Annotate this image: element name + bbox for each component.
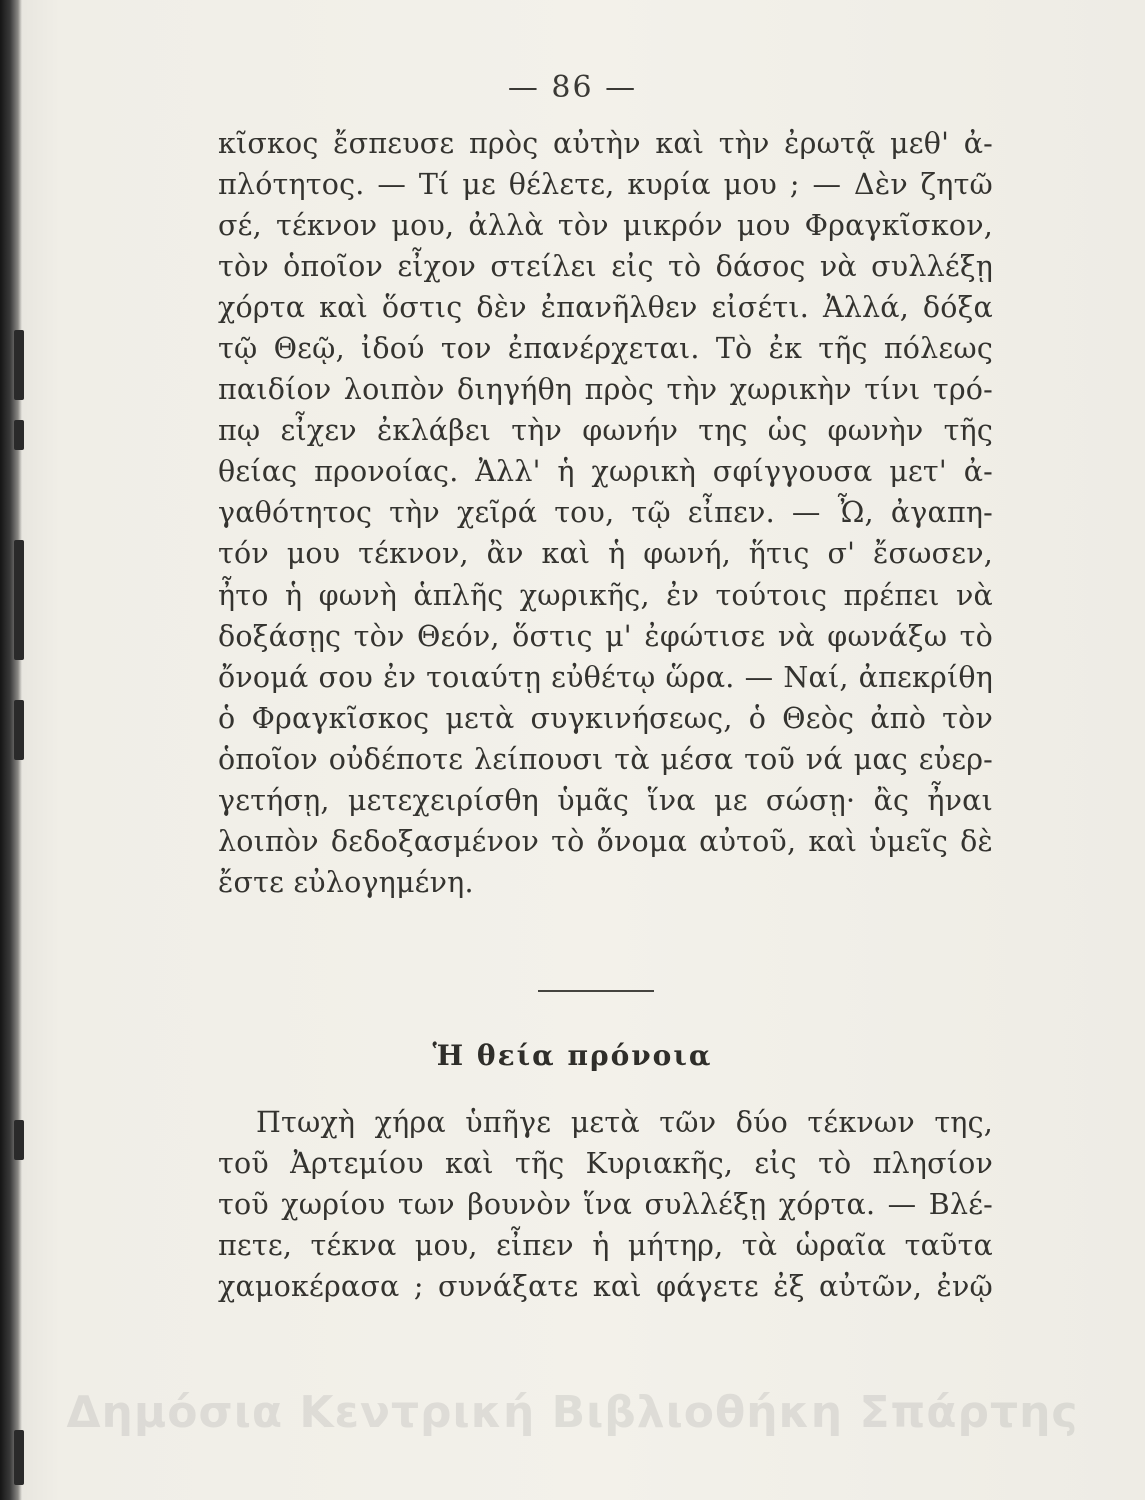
text-line: σέ, τέκνον μου, ἀλλὰ τὸν μικρόν μου Φραγκῖσκον, — [218, 209, 993, 243]
text-line: κῖσκος ἔσπευσε πρὸς αὐτὴν καὶ τὴν ἐρωτᾷ μεθ' ἀ- — [218, 127, 993, 160]
text-line: Πτωχὴ χήρα ὑπῆγε μετὰ τῶν δύο τέκνων της, — [256, 1106, 993, 1139]
text-line: ὁποῖον οὐδέποτε λείπουσι τὰ μέσα τοῦ νά μας εὐερ- — [218, 742, 993, 776]
text-line: ὁ Φραγκῖσκος μετὰ συγκινήσεως, ὁ Θεὸς ἀπὸ τὸν — [218, 701, 993, 735]
text-line: λοιπὸν δεδοξασμένον τὸ ὄνομα αὐτοῦ, καὶ ὑμεῖς δὲ — [218, 824, 993, 858]
text-line: ἦτο ἡ φωνὴ ἁπλῆς χωρικῆς, ἐν τούτοις πρέπει νὰ — [218, 578, 993, 612]
text-line: δοξάσῃς τὸν Θεόν, ὅστις μ' ἐφώτισε νὰ φωνάξω τὸ — [218, 619, 993, 653]
text-line: πῳ εἶχεν ἐκλάβει τὴν φωνήν της ὡς φωνὴν τῆς — [218, 414, 993, 448]
text-line: τοῦ Ἀρτεμίου καὶ τῆς Κυριακῆς, εἰς τὸ πλησίον — [218, 1147, 993, 1181]
page-number: — 86 — — [507, 70, 638, 105]
text-line: πετε, τέκνα μου, εἶπεν ἡ μήτηρ, τὰ ὡραῖα ταῦτα — [218, 1229, 993, 1263]
text-line: θείας προνοίας. Ἀλλ' ἡ χωρικὴ σφίγγουσα μετ' ἀ- — [218, 455, 993, 489]
library-watermark: Δημόσια Κεντρική Βιβλιοθήκη Σπάρτης — [66, 1387, 1079, 1438]
section-divider — [538, 990, 654, 992]
paragraph-1 — [218, 123, 993, 903]
text-line: τόν μου τέκνον, ἂν καὶ ἡ φωνή, ἥτις σ' ἔσωσεν, — [218, 537, 993, 571]
text-line: ἔστε εὐλογημένη. — [218, 865, 474, 899]
text-line: γετήσῃ, μετεχειρίσθη ὑμᾶς ἵνα με σώσῃ· ἂς ἦναι — [218, 783, 993, 817]
section-heading: Ἡ θεία πρόνοια — [432, 1039, 713, 1072]
text-line: παιδίον λοιπὸν διηγήθη πρὸς τὴν χωρικὴν τίνι τρό- — [218, 373, 993, 407]
binding-marks — [14, 0, 28, 1500]
text-line: τὸν ὁποῖον εἶχον στείλει εἰς τὸ δάσος νὰ συλλέξῃ — [218, 250, 993, 284]
text-line: τοῦ χωρίου των βουνὸν ἵνα συλλέξῃ χόρτα. — Βλέ- — [218, 1188, 993, 1222]
text-line: χόρτα καὶ ὅστις δὲν ἐπανῆλθεν εἰσέτι. Ἀλλά, δόξα — [218, 291, 993, 325]
text-line: τῷ Θεῷ, ἰδού τον ἐπανέρχεται. Τὸ ἐκ τῆς πόλεως — [218, 332, 993, 366]
text-line: γαθότητος τὴν χεῖρά του, τῷ εἶπεν. — Ὦ, ἀγαπη- — [218, 496, 993, 530]
text-line: πλότητος. — Τί με θέλετε, κυρία μου ; — Δὲν ζητῶ — [218, 168, 993, 202]
text-line: χαμοκέρασα ; συνάξατε καὶ φάγετε ἐξ αὐτῶν, ἐνῷ — [218, 1270, 993, 1304]
paragraph-2 — [218, 1102, 993, 1307]
text-line: ὄνομά σου ἐν τοιαύτῃ εὐθέτῳ ὥρα. — Ναί, ἀπεκρίθη — [218, 660, 993, 694]
